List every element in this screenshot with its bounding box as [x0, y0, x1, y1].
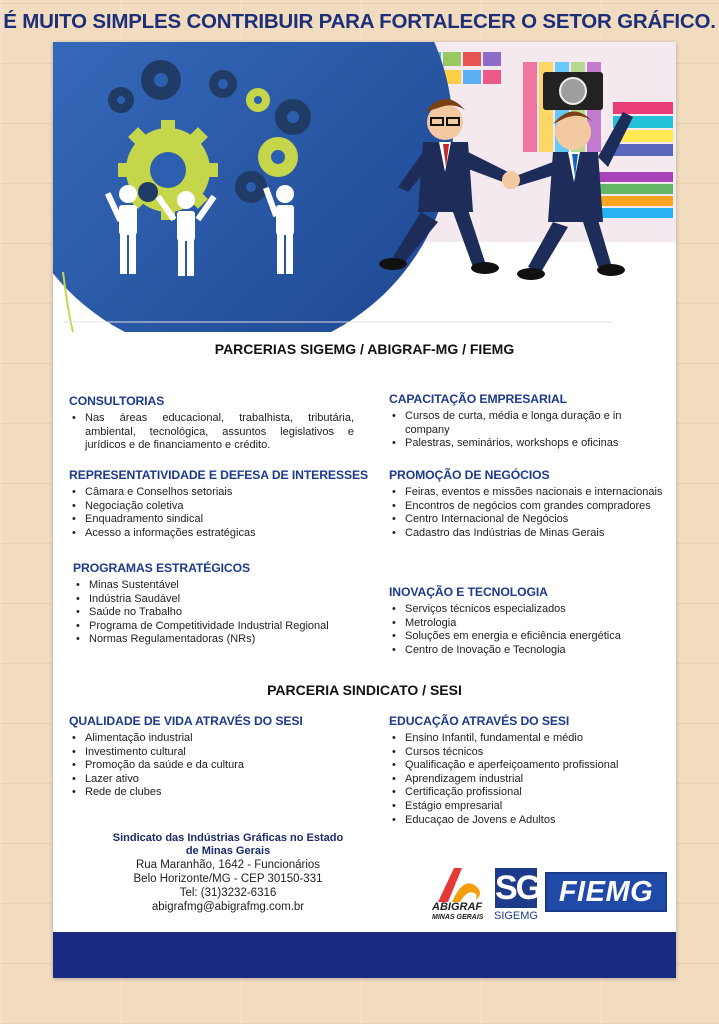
block-title: PROMOÇÃO DE NEGÓCIOS — [389, 468, 550, 482]
list-item: • Negociação coletiva — [69, 500, 369, 514]
block-list — [73, 579, 348, 647]
block-list — [389, 603, 667, 657]
list-item: • Nas áreas educacional, trabalhista, tributária, ambiental, tecnológica, assuntos legislativos e jurídicos e de financiamento e crédito. — [69, 412, 354, 453]
city-zip: Belo Horizonte/MG - CEP 30150-331 — [133, 873, 323, 885]
abigraf-logo-subtext: MINAS GERAIS — [432, 914, 484, 921]
list-item: • Minas Sustentável — [73, 579, 348, 593]
list-item: • Centro Internacional de Negócios — [389, 513, 667, 527]
org-name-line1: Sindicato das Indústrias Gráficas no Estado — [112, 832, 344, 844]
list-item: • Ensino Infantil, fundamental e médio — [389, 732, 667, 746]
org-name-line2: de Minas Gerais — [185, 845, 271, 857]
section-title-parcerias: PARCERIAS SIGEMG / ABIGRAF-MG / FIEMG — [214, 341, 515, 357]
block-consultorias — [69, 394, 354, 453]
list-item: • Programa de Competitividade Industrial Regional — [73, 620, 348, 634]
block-promocao — [389, 468, 667, 540]
partner-logos — [428, 862, 673, 927]
block-representatividade — [69, 468, 369, 540]
hero-artwork — [53, 42, 676, 332]
footer-band — [53, 932, 676, 978]
list-item: • Saúde no Trabalho — [73, 606, 348, 620]
list-item: • Alimentação industrial — [69, 732, 359, 746]
section-title-sesi: PARCERIA SINDICATO / SESI — [267, 682, 462, 698]
list-item: • Lazer ativo — [69, 773, 359, 787]
list-item: • Cursos de curta, média e longa duração e in company — [389, 410, 667, 437]
list-item: • Estágio empresarial — [389, 800, 667, 814]
phone: Tel: (31)3232-6316 — [179, 887, 277, 899]
sg-logo: SG — [495, 869, 541, 907]
block-title: REPRESENTATIVIDADE E DEFESA DE INTERESSES — [69, 468, 369, 482]
list-item: • Encontros de negócios com grandes compradores — [389, 500, 667, 514]
block-title: INOVAÇÃO E TECNOLOGIA — [389, 585, 548, 599]
list-item: • Serviços técnicos especializados — [389, 603, 667, 617]
block-title: CONSULTORIAS — [69, 394, 165, 408]
address-block — [83, 832, 373, 914]
fiemg-logo — [545, 872, 667, 912]
list-item: • Investimento cultural — [69, 746, 359, 760]
list-item: • Indústria Saudável — [73, 593, 348, 607]
list-item: • Certificação profissional — [389, 786, 667, 800]
list-item: • Promoção da saúde e da cultura — [69, 759, 359, 773]
block-list — [69, 486, 369, 540]
block-title: EDUCAÇÃO ATRAVÉS DO SESI — [389, 714, 570, 728]
list-item: • Qualificação e aperfeiçoamento profissional — [389, 759, 667, 773]
block-list — [389, 486, 667, 540]
hero-illustration — [53, 42, 676, 332]
fiemg-logo-text: FIEMG — [558, 876, 654, 908]
list-item: • Normas Regulamentadoras (NRs) — [73, 633, 348, 647]
list-item: • Rede de clubes — [69, 786, 359, 800]
list-item: • Câmara e Conselhos setoriais — [69, 486, 369, 500]
email-link[interactable]: abigrafmg@abigrafmg.com.br — [151, 901, 305, 913]
block-capacitacao — [389, 392, 667, 451]
block-educacao — [389, 714, 667, 827]
flyer-card — [53, 42, 676, 978]
list-item: • Cursos técnicos — [389, 746, 667, 760]
block-qualidade — [69, 714, 359, 800]
block-inovacao — [389, 585, 667, 657]
block-title: CAPACITAÇÃO EMPRESARIAL — [389, 392, 568, 406]
block-title: QUALIDADE DE VIDA ATRAVÉS DO SESI — [69, 714, 303, 728]
list-item: • Cadastro das Indústrias de Minas Gerais — [389, 527, 667, 541]
abigraf-logo-icon — [432, 864, 492, 906]
list-item: • Centro de Inovação e Tecnologia — [389, 644, 667, 658]
block-list — [69, 732, 359, 800]
list-item: • Acesso a informações estratégicas — [69, 527, 369, 541]
list-item: • Feiras, eventos e missões nacionais e internacionais — [389, 486, 667, 500]
abigraf-logo-text: ABIGRAF — [432, 901, 483, 913]
block-programas — [73, 561, 348, 647]
block-list — [389, 410, 667, 451]
list-item: • Metrologia — [389, 617, 667, 631]
street-address: Rua Maranhão, 1642 - Funcionários — [135, 859, 321, 871]
headline: É MUITO SIMPLES CONTRIBUIR PARA FORTALECER O SETOR GRÁFICO. — [3, 10, 716, 33]
block-list — [389, 732, 667, 827]
list-item: • Enquadramento sindical — [69, 513, 369, 527]
list-item: • Aprendizagem industrial — [389, 773, 667, 787]
list-item: • Educaçao de Jovens e Adultos — [389, 814, 667, 828]
sigemg-logo-text: SIGEMG — [493, 910, 538, 922]
list-item: • Palestras, seminários, workshops e oficinas — [389, 437, 667, 451]
block-title: PROGRAMAS ESTRATÉGICOS — [73, 561, 251, 575]
block-list — [69, 412, 354, 453]
list-item: • Soluções em energia e eficiência energética — [389, 630, 667, 644]
